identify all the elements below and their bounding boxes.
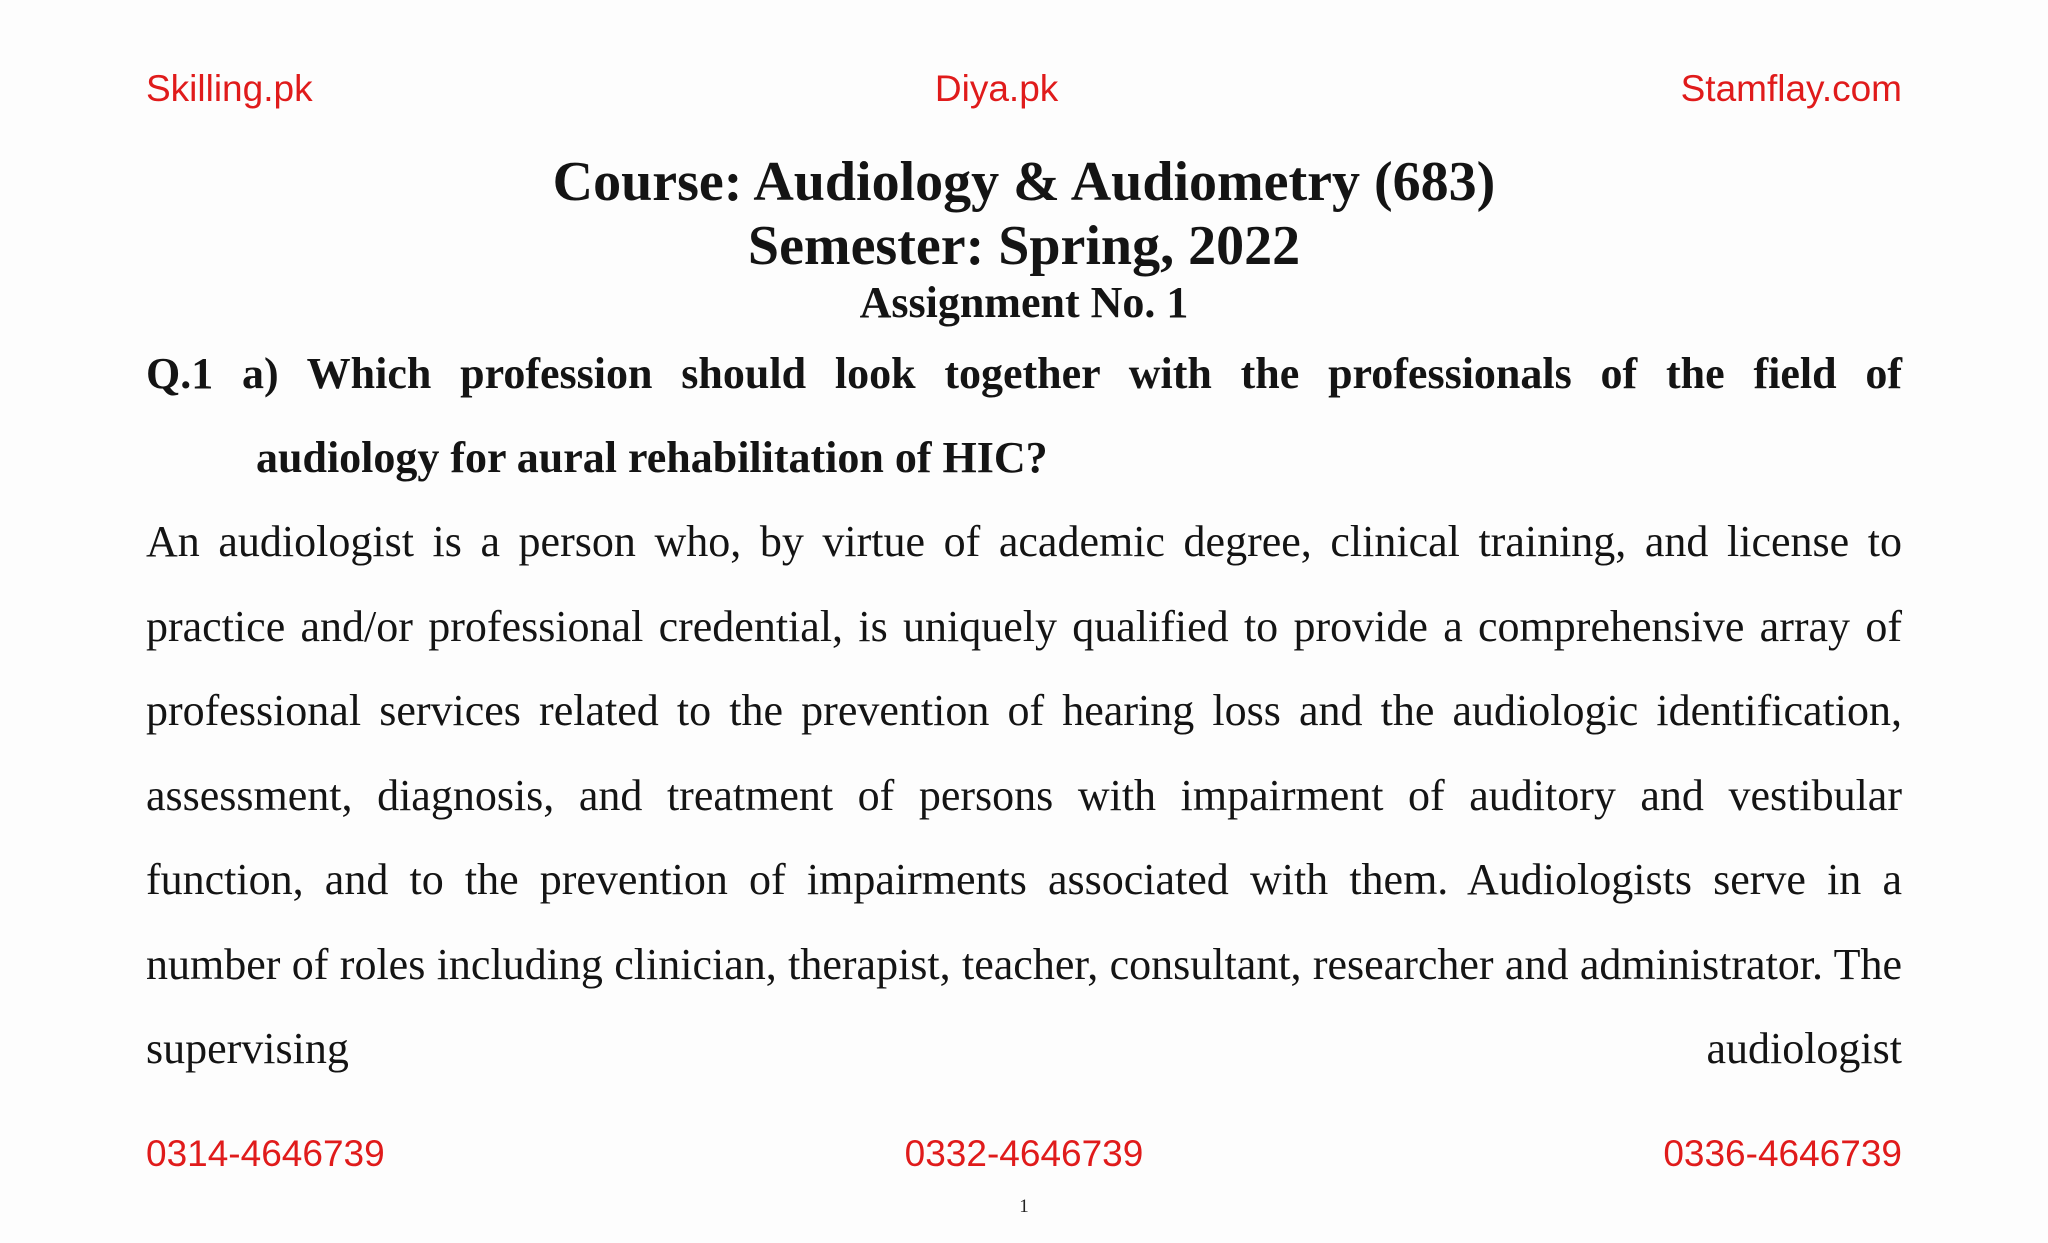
assignment-title: Assignment No. 1: [859, 278, 1189, 327]
phone-number-3: 0336-4646739: [1663, 1133, 1902, 1174]
phone-number-1: 0314-4646739: [146, 1133, 385, 1174]
watermark-link-stamflay: Stamflay.com: [1680, 68, 1902, 109]
title-block: [146, 150, 1902, 328]
answer-paragraph: An audiologist is a person who, by virtue of academic degree, clinical training, and license to practice and/or professional credential, is uniquely qualified to provide a comprehensive array of professional services related to the prevention of hearing loss and the audiologic identification, assessment, diagnosis, and treatment of persons with impairment of auditory and vestibular function, and to the prevention of impairments associated with them. Audiologists serve in a number of roles including clinician, therapist, teacher, consultant, researcher and administrator. The supervising audiologist: [146, 517, 1902, 1073]
course-title: Course: Audiology & Audiometry (683): [552, 151, 1496, 213]
page-content: [146, 140, 1902, 1092]
watermark-footer: [146, 1132, 1902, 1176]
page-number: 1: [1019, 1196, 1029, 1217]
question-line-2: audiology for aural rehabilitation of HIC?: [256, 433, 1048, 482]
watermark-link-skilling: Skilling.pk: [146, 68, 313, 109]
watermark-link-diya: Diya.pk: [934, 68, 1059, 109]
question-heading: [146, 332, 1902, 500]
semester-title: Semester: Spring, 2022: [747, 215, 1301, 277]
watermark-header: [146, 67, 1902, 111]
phone-number-2: 0332-4646739: [904, 1133, 1144, 1174]
question-line-1: Q.1 a) Which profession should look together with the professionals of the field of: [146, 349, 1902, 398]
